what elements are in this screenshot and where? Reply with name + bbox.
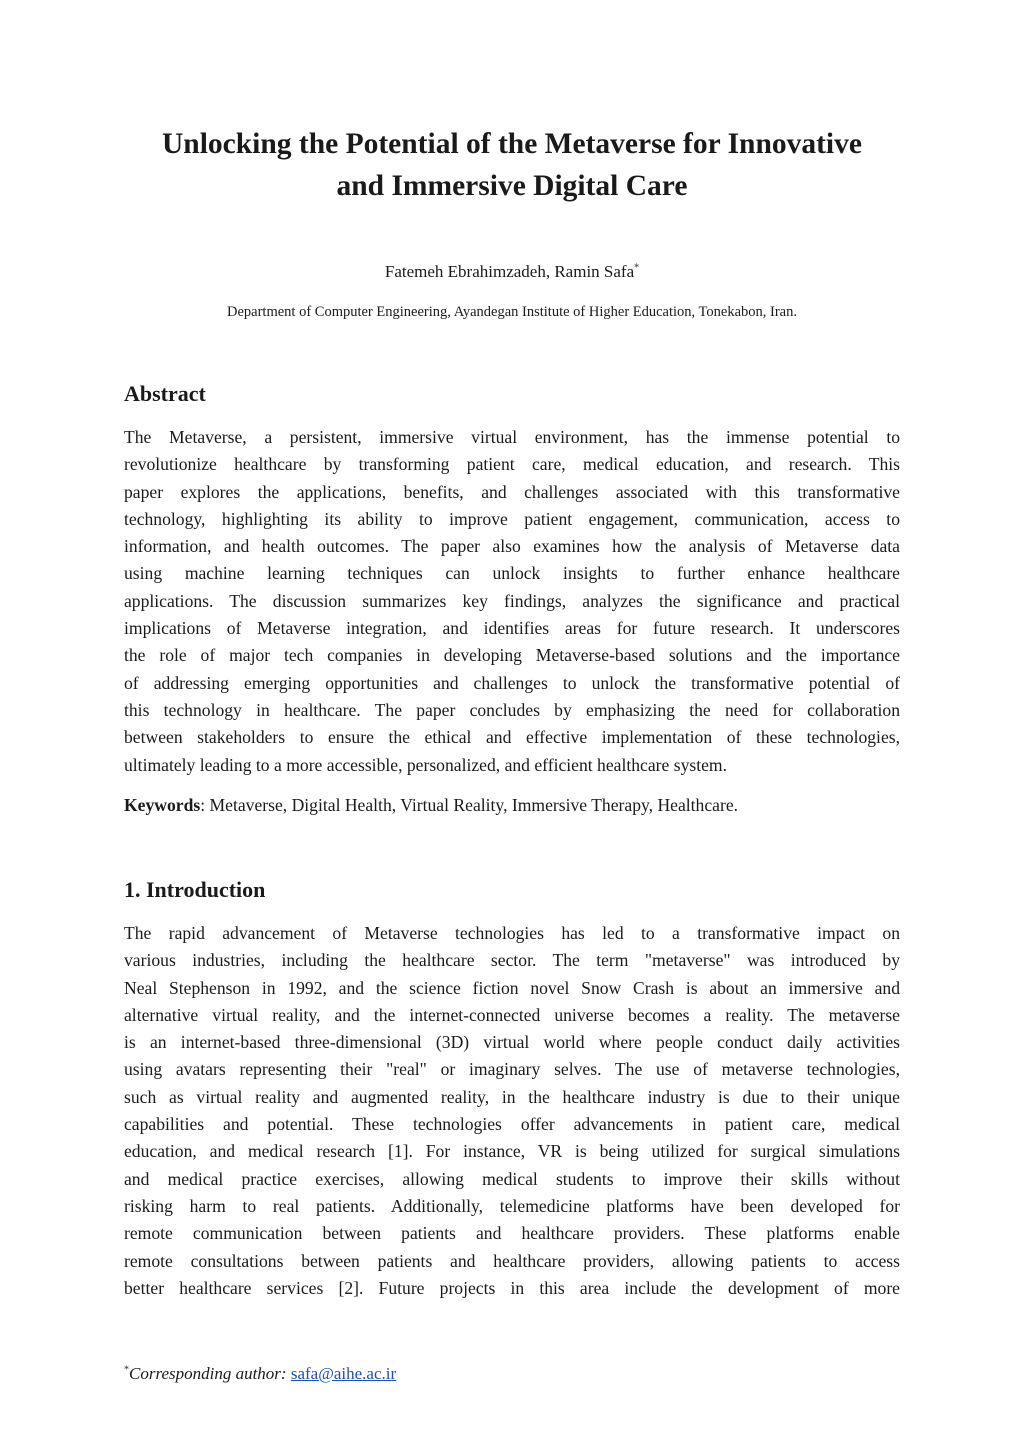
abstract-heading: Abstract — [124, 381, 206, 406]
corresponding-author-email-link[interactable]: safa@aihe.ac.ir — [290, 1364, 397, 1383]
introduction-line: using avatars representing their "real" or imaginary selves. The use of metaverse technologies, — [124, 1059, 900, 1080]
keywords-list: : Metaverse, Digital Health, Virtual Reality, Immersive Therapy, Healthcare. — [200, 795, 739, 815]
introduction-line: capabilities and potential. These technologies offer advancements in patient care, medical — [124, 1114, 900, 1135]
corresponding-author-marker: * — [634, 262, 640, 274]
introduction-heading: 1. Introduction — [124, 877, 266, 902]
corresponding-author-footnote — [124, 1362, 396, 1386]
abstract-line: this technology in healthcare. The paper concludes by emphasizing the need for collaboration — [124, 699, 900, 720]
paper-title-line: Unlocking the Potential of the Metaverse for Innovative — [162, 128, 862, 160]
abstract-line: paper explores the applications, benefits, and challenges associated with this transformative — [124, 481, 900, 502]
introduction-line: risking harm to real patients. Additionally, telemedicine platforms have been developed for — [124, 1195, 900, 1216]
introduction-line: better healthcare services [2]. Future projects in this area include the development of more — [124, 1277, 900, 1298]
introduction-line: is an internet-based three-dimensional (3D) virtual world where people conduct daily activities — [124, 1032, 900, 1053]
introduction-line: Neal Stephenson in 1992, and the science fiction novel Snow Crash is about an immersive and — [124, 977, 900, 998]
abstract-body — [124, 424, 900, 779]
abstract-line: between stakeholders to ensure the ethical and effective implementation of these technologies, — [124, 727, 900, 748]
abstract-line: of addressing emerging opportunities and challenges to unlock the transformative potential of — [124, 672, 900, 693]
abstract-line: the role of major tech companies in developing Metaverse-based solutions and the importance — [124, 645, 900, 666]
paper-title-line: and Immersive Digital Care — [336, 170, 688, 202]
introduction-body — [124, 920, 900, 1302]
keywords-label: Keywords — [124, 795, 201, 815]
introduction-line: and medical practice exercises, allowing medical students to improve their skills without — [124, 1168, 900, 1189]
abstract-line: The Metaverse, a persistent, immersive virtual environment, has the immense potential to — [124, 427, 900, 447]
introduction-line: alternative virtual reality, and the internet-connected universe becomes a reality. The metaverse — [124, 1004, 900, 1025]
abstract-line: ultimately leading to a more accessible, personalized, and efficient healthcare system. — [124, 754, 727, 775]
author-affiliation: Department of Computer Engineering, Ayandegan Institute of Higher Education, Tonekabon, Iran. — [227, 304, 797, 320]
footnote-marker: * — [124, 1364, 129, 1376]
introduction-line: The rapid advancement of Metaverse technologies has led to a transformative impact on — [124, 923, 900, 943]
abstract-line: using machine learning techniques can unlock insights to further enhance healthcare — [124, 563, 900, 584]
author-list — [100, 260, 924, 284]
abstract-line: revolutionize healthcare by transforming patient care, medical education, and research. This — [124, 454, 900, 475]
introduction-line: such as virtual reality and augmented reality, in the healthcare industry is due to their unique — [124, 1086, 900, 1107]
introduction-line: remote consultations between patients and healthcare providers, allowing patients to access — [124, 1250, 900, 1271]
abstract-line: technology, highlighting its ability to improve patient engagement, communication, access to — [124, 508, 900, 529]
keywords — [124, 792, 900, 819]
introduction-line: remote communication between patients and healthcare providers. These platforms enable — [124, 1223, 900, 1244]
abstract-line: implications of Metaverse integration, and identifies areas for future research. It underscores — [124, 618, 900, 639]
introduction-line: education, and medical research [1]. For instance, VR is being utilized for surgical simulations — [124, 1141, 900, 1162]
abstract-line: information, and health outcomes. The paper also examines how the analysis of Metaverse data — [124, 536, 900, 557]
paper-title — [100, 123, 924, 207]
introduction-line: various industries, including the healthcare sector. The term "metaverse" was introduced by — [124, 950, 900, 971]
abstract-line: applications. The discussion summarizes key findings, analyzes the significance and practical — [124, 590, 900, 611]
footnote-label: Corresponding author: — [129, 1364, 287, 1383]
author-names: Fatemeh Ebrahimzadeh, Ramin Safa — [384, 262, 635, 281]
